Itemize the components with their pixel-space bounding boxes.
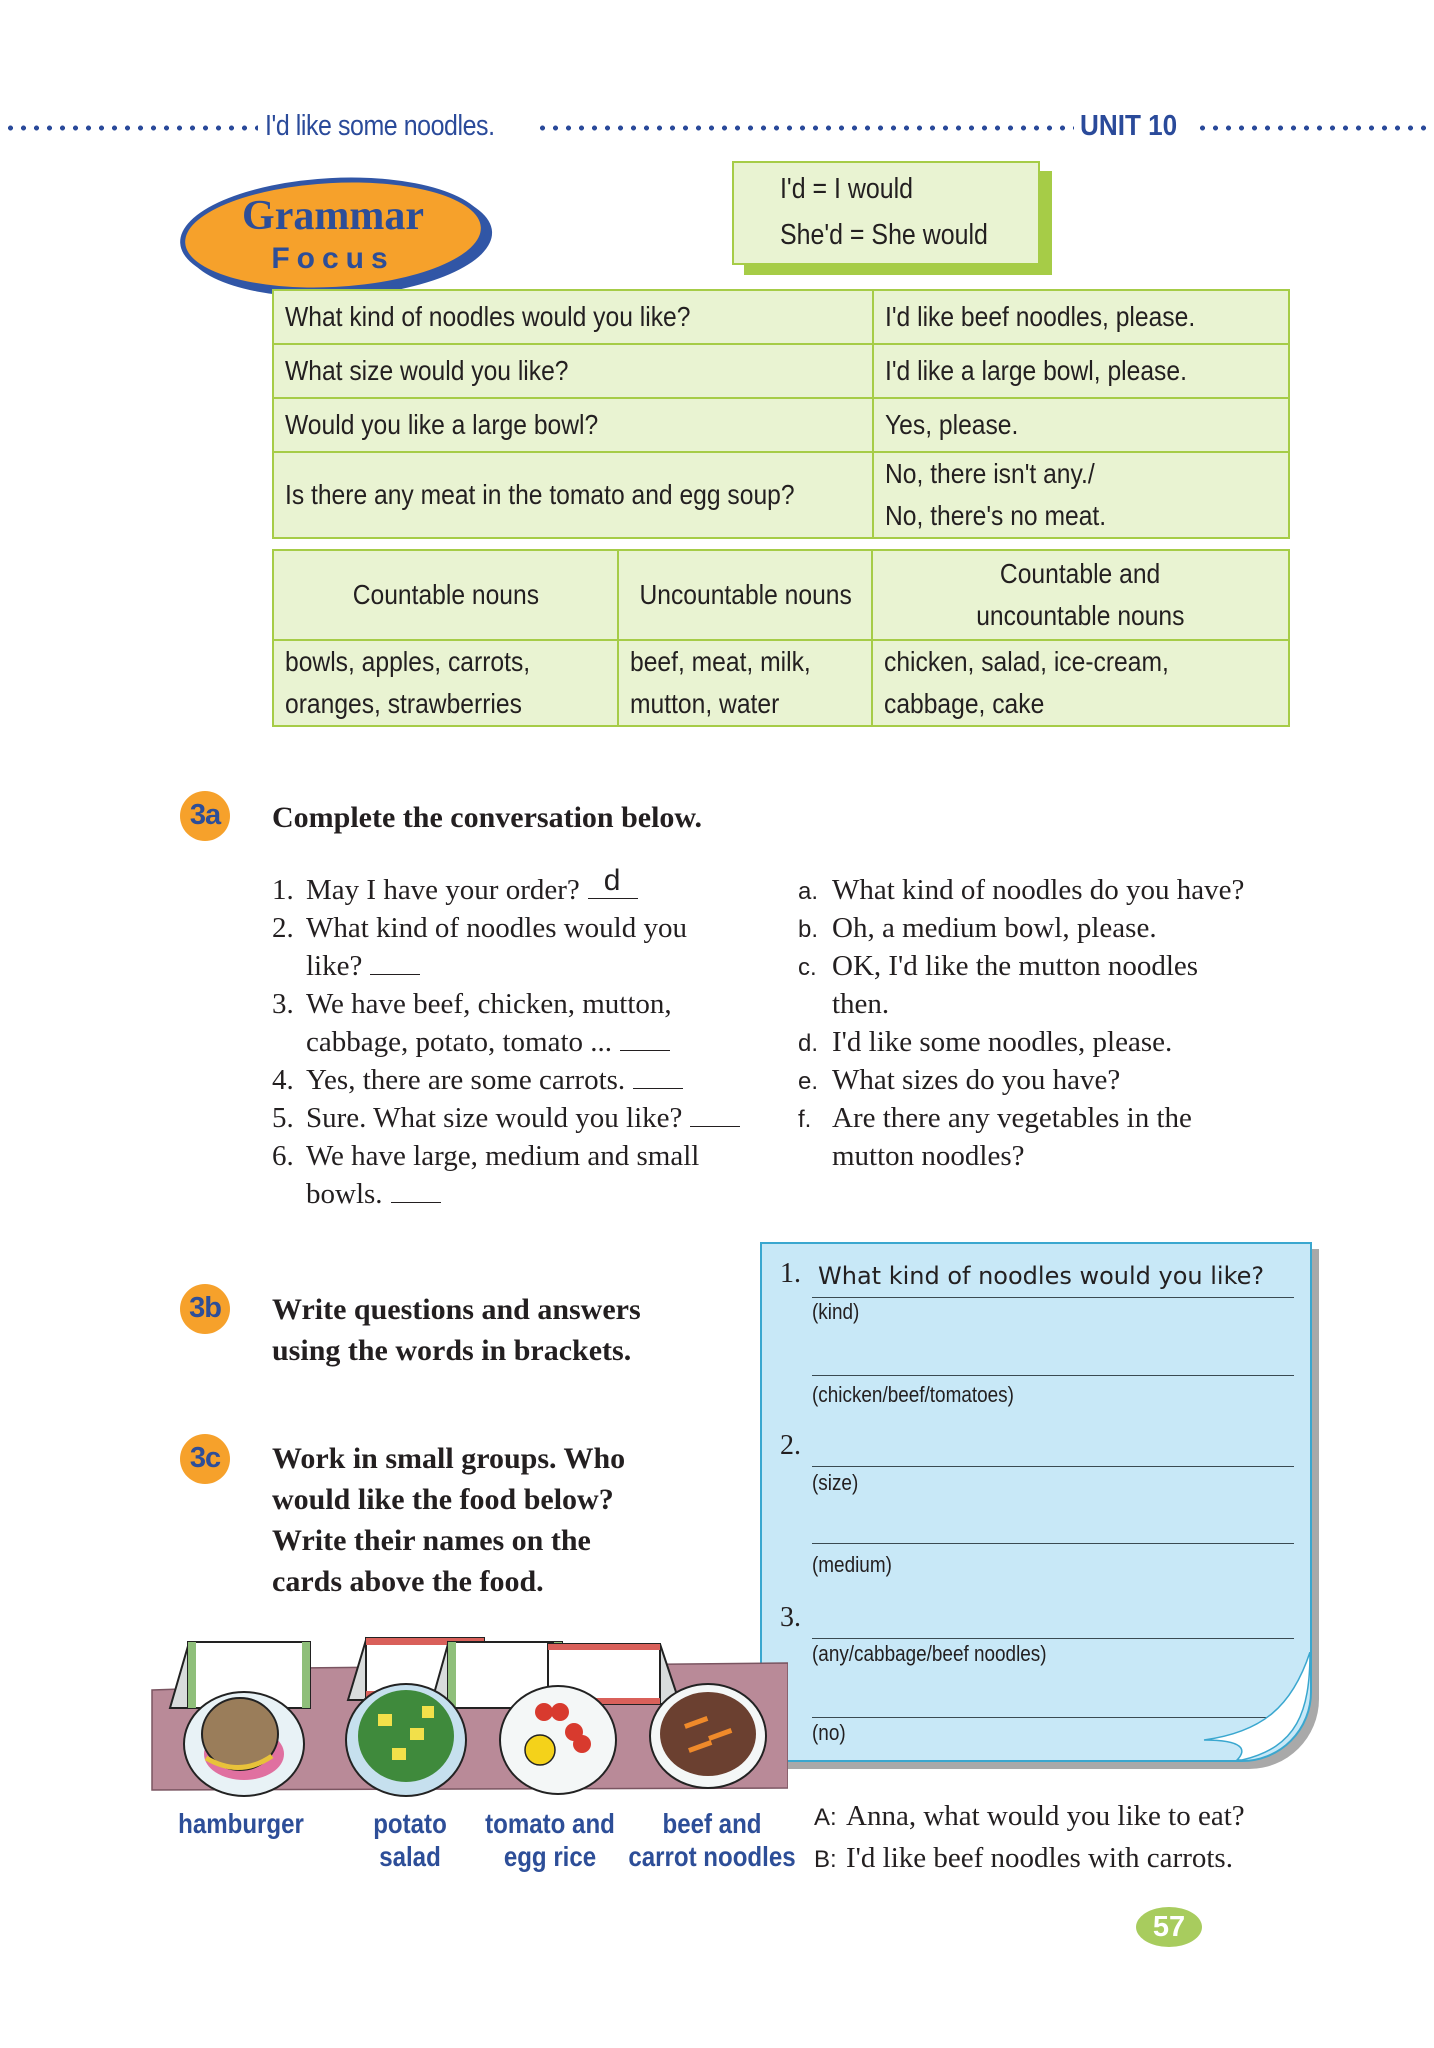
lesson-title: I'd like some noodles. <box>265 110 495 142</box>
hint-no: (no) <box>812 1720 846 1745</box>
contraction-line: I'd = I would <box>780 173 914 205</box>
tomato-egg-rice-plate <box>500 1686 616 1794</box>
text-label: 1. <box>272 874 294 906</box>
answer-cell <box>873 398 1289 452</box>
table-row <box>273 290 1289 344</box>
text-label: Yes, please. <box>884 409 1019 440</box>
text-label: 4. <box>272 1064 294 1096</box>
potato-salad-plate <box>346 1684 466 1796</box>
exercise-3c-badge: 3c <box>180 1434 230 1484</box>
writing-card <box>760 1242 1312 1762</box>
response-item-a <box>798 871 1244 911</box>
response-item-d <box>798 1023 1172 1063</box>
response-item-c <box>798 947 1198 987</box>
response-item-e <box>798 1061 1120 1101</box>
countable-cell <box>273 640 618 726</box>
text-label: OK, I'd like the mutton noodles <box>832 950 1199 982</box>
text-label: tomato and <box>485 1808 615 1839</box>
answer-line[interactable] <box>812 1466 1294 1467</box>
text-label: I'd like some noodles, please. <box>832 1026 1173 1058</box>
header-dots-left <box>4 124 258 132</box>
text-label: beef, meat, milk, <box>630 646 812 677</box>
question-cell <box>273 290 873 344</box>
answer-blank[interactable] <box>620 1028 670 1051</box>
text-label: cabbage, potato, tomato ... <box>306 1026 613 1058</box>
answer-cell <box>873 290 1289 344</box>
example-answer: What kind of noodles would you like? <box>818 1262 1265 1290</box>
text-label: Countable and <box>1000 558 1161 589</box>
answer-cell <box>873 344 1289 398</box>
exercise-3b-badge: 3b <box>180 1284 230 1334</box>
unit-label: UNIT 10 <box>1080 110 1178 142</box>
food-label-tomato-egg-rice <box>481 1807 619 1873</box>
text-label: I'd like beef noodles, please. <box>884 301 1195 332</box>
answer-line[interactable] <box>812 1297 1294 1298</box>
response-item-b <box>798 909 1157 949</box>
header-dots-right <box>1196 124 1432 132</box>
dialog-line-a <box>814 1796 1245 1838</box>
text-label: Oh, a medium bowl, please. <box>832 912 1157 944</box>
card-number: 1. <box>780 1258 801 1289</box>
question-cell <box>273 344 873 398</box>
question-item-3-cont <box>306 1023 670 1061</box>
text-label: 2. <box>272 912 294 944</box>
instruction-line: Work in small groups. Who <box>272 1442 626 1475</box>
text-label: carrot noodles <box>628 1841 796 1872</box>
text-label: mutton, water <box>630 688 780 719</box>
text-label: then. <box>832 988 890 1020</box>
food-table-illustration <box>148 1628 788 1798</box>
question-item-1 <box>272 864 638 909</box>
food-label-hamburger <box>177 1807 306 1840</box>
text-label: d. <box>798 1030 819 1057</box>
page-curl-icon <box>1202 1652 1312 1762</box>
text-label: We have large, medium and small <box>306 1140 700 1172</box>
text-label: chicken, salad, ice-cream, <box>884 646 1169 677</box>
response-item-f <box>798 1099 1192 1139</box>
text-label: Countable nouns <box>352 579 539 610</box>
text-label: What kind of noodles would you <box>306 912 687 944</box>
text-label: f. <box>798 1106 812 1133</box>
question-cell <box>273 398 873 452</box>
table-row <box>273 452 1289 538</box>
exercise-3a-badge: 3a <box>180 791 230 841</box>
page-header <box>0 108 1434 148</box>
header-both <box>872 550 1289 640</box>
header-dots-middle <box>536 124 1074 132</box>
question-item-4 <box>272 1061 683 1099</box>
text-label: like? <box>306 950 363 982</box>
food-label-beef-carrot-noodles <box>626 1807 798 1873</box>
text-label: bowls, apples, carrots, <box>285 646 531 677</box>
page-number: 57 <box>1136 1907 1202 1947</box>
answer-line[interactable] <box>812 1638 1294 1639</box>
instruction-line: would like the food below? <box>272 1483 614 1516</box>
hint-kind: (kind) <box>812 1299 860 1324</box>
text-label: What sizes do you have? <box>832 1064 1121 1096</box>
badge-title: Grammar <box>242 193 424 239</box>
answer-line[interactable] <box>812 1543 1294 1544</box>
instruction-line: Write questions and answers <box>272 1293 641 1326</box>
instruction-line: Write their names on the <box>272 1524 591 1557</box>
question-item-6-cont <box>306 1175 441 1213</box>
food-label-potato-salad <box>358 1807 461 1873</box>
hint-size: (size) <box>812 1470 859 1495</box>
example-dialog <box>814 1796 1245 1880</box>
text-label: Are there any vegetables in the <box>832 1102 1192 1134</box>
text-label: What size would you like? <box>285 355 569 386</box>
exercise-3c-instruction <box>272 1438 625 1602</box>
beef-carrot-noodles-plate <box>650 1684 766 1788</box>
exercise-3a-instruction: Complete the conversation below. <box>272 801 702 834</box>
question-item-3 <box>272 985 672 1023</box>
answer-value: d <box>603 864 621 897</box>
text-label: potato <box>373 1808 447 1839</box>
answer-blank[interactable] <box>370 952 420 975</box>
grammar-focus-badge <box>180 178 486 292</box>
text-label: mutton noodles? <box>832 1140 1025 1172</box>
text-label: Would you like a large bowl? <box>285 409 599 440</box>
text-label: What kind of noodles do you have? <box>832 874 1245 906</box>
card-number: 3. <box>780 1602 801 1633</box>
header-countable <box>273 550 618 640</box>
exercise-3a-responses <box>798 871 1298 1191</box>
text-label: A: <box>814 1804 837 1831</box>
answer-blank[interactable] <box>633 1066 683 1089</box>
text-label: a. <box>798 878 819 905</box>
text-label: We have beef, chicken, mutton, <box>306 988 672 1020</box>
text-label: What kind of noodles would you like? <box>285 301 691 332</box>
question-item-2 <box>272 909 687 947</box>
text-label: cabbage, cake <box>884 688 1045 719</box>
hamburger-plate <box>184 1692 304 1796</box>
text-label: b. <box>798 916 819 943</box>
text-label: I'd like beef noodles with carrots. <box>846 1842 1233 1874</box>
question-item-2-cont <box>306 947 420 985</box>
hint-any-cabbage-beef-noodles: (any/cabbage/beef noodles) <box>812 1641 1047 1666</box>
text-label: 3. <box>272 988 294 1020</box>
text-label: 5. <box>272 1102 294 1134</box>
exercise-3b-instruction <box>272 1289 641 1371</box>
contraction-line: She'd = She would <box>780 219 988 251</box>
text-label: egg rice <box>503 1841 597 1872</box>
grammar-qa-table <box>272 289 1290 539</box>
text-label: Anna, what would you like to eat? <box>846 1800 1245 1832</box>
answer-blank[interactable] <box>690 1104 740 1127</box>
text-label: No, there isn't any./ <box>884 458 1095 489</box>
dialog-line-b <box>814 1838 1245 1880</box>
text-label: B: <box>814 1846 837 1873</box>
text-label: Is there any meat in the tomato and egg soup? <box>285 479 795 510</box>
text-label: e. <box>798 1068 819 1095</box>
text-label: May I have your order? <box>306 874 580 906</box>
contraction-box <box>732 161 1040 265</box>
text-label: bowls. <box>306 1178 383 1210</box>
text-label: oranges, strawberries <box>285 688 522 719</box>
text-label: beef and <box>662 1808 762 1839</box>
response-item-c-cont <box>832 985 889 1023</box>
instruction-line: using the words in brackets. <box>272 1334 632 1367</box>
answer-cell <box>873 452 1289 538</box>
text-label: Yes, there are some carrots. <box>306 1064 626 1096</box>
question-item-5 <box>272 1099 740 1137</box>
answer-blank[interactable] <box>588 864 638 899</box>
header-uncountable <box>618 550 872 640</box>
both-cell <box>872 640 1289 726</box>
text-label: 6. <box>272 1140 294 1172</box>
text-label: c. <box>798 954 817 981</box>
hint-chicken-beef-tomatoes: (chicken/beef/tomatoes) <box>812 1382 1014 1407</box>
answer-blank[interactable] <box>391 1180 441 1203</box>
instruction-line: cards above the food. <box>272 1565 544 1598</box>
text-label: Uncountable nouns <box>638 579 852 610</box>
text-label: uncountable nouns <box>976 600 1185 631</box>
table-row <box>273 344 1289 398</box>
badge-subtitle: Focus <box>271 242 395 275</box>
table-row <box>273 640 1289 726</box>
question-cell <box>273 452 873 538</box>
hint-medium: (medium) <box>812 1552 892 1577</box>
nouns-table <box>272 549 1290 727</box>
answer-line[interactable] <box>812 1375 1294 1376</box>
text-label: Sure. What size would you like? <box>306 1102 683 1134</box>
text-label: hamburger <box>178 1808 304 1839</box>
text-label: salad <box>379 1841 441 1872</box>
uncountable-cell <box>618 640 872 726</box>
table-row <box>273 398 1289 452</box>
response-item-f-cont <box>832 1137 1025 1175</box>
exercise-3a-questions <box>272 864 772 1221</box>
card-number: 2. <box>780 1430 801 1461</box>
question-item-6 <box>272 1137 699 1175</box>
text-label: I'd like a large bowl, please. <box>884 355 1187 386</box>
text-label: No, there's no meat. <box>884 500 1106 531</box>
table-header-row <box>273 550 1289 640</box>
